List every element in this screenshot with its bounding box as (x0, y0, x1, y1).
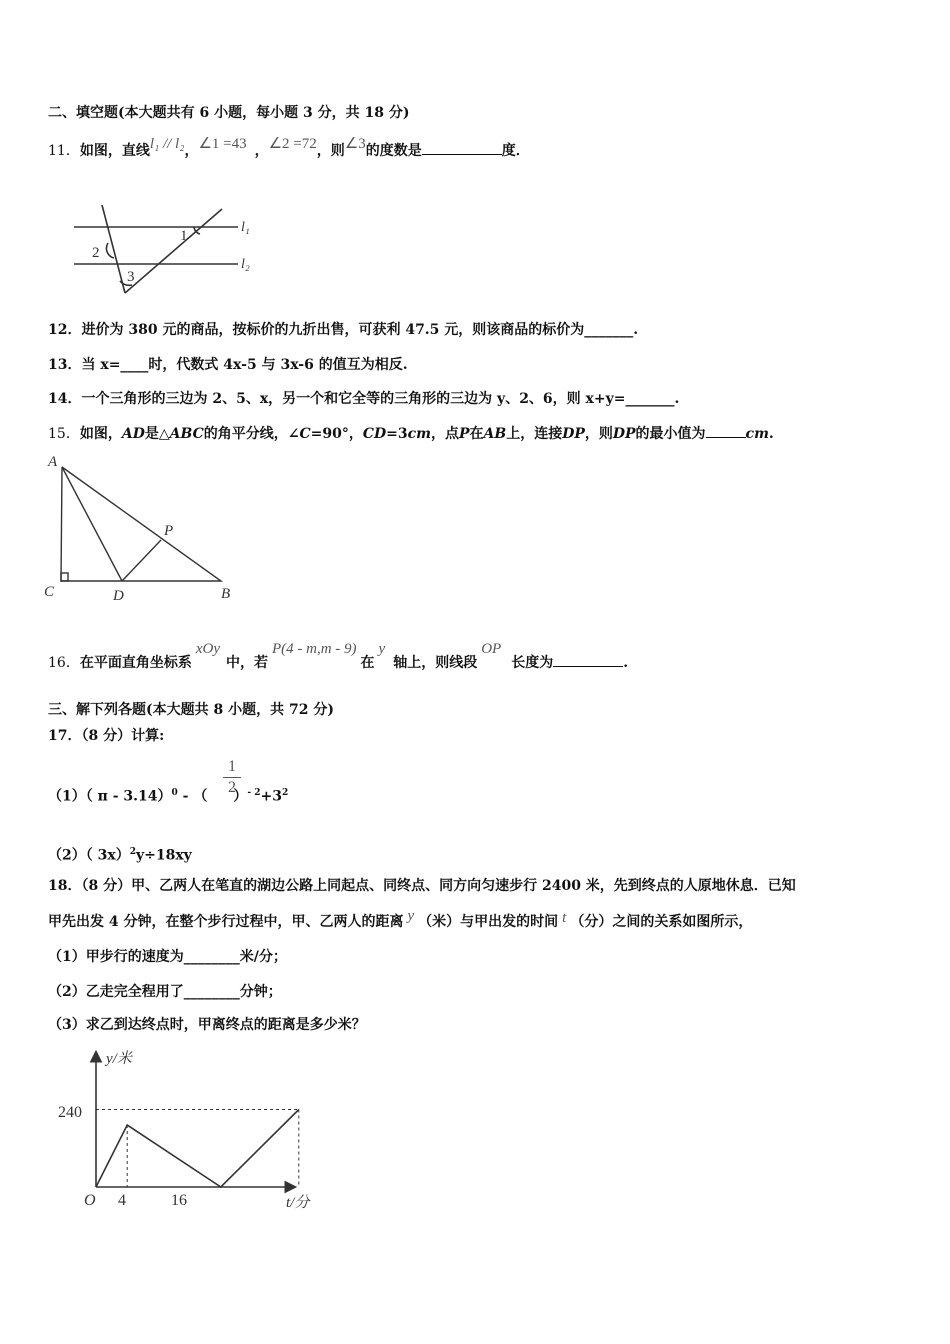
q15-text: . (768, 426, 774, 442)
q15-text: ，点 (430, 426, 459, 442)
q18-x-tick-4: 4 (118, 1192, 126, 1209)
q15-var-c: C (299, 426, 311, 442)
q15-text: ，则 (584, 426, 613, 442)
q18-y-tick-240: 240 (58, 1104, 82, 1121)
q15-text: 是△ (144, 426, 170, 442)
q16-text: 在 (360, 655, 375, 671)
q17-part1 (48, 783, 288, 807)
q15-var-ad: AD (121, 426, 145, 442)
q16-text: 长度为 (511, 655, 554, 671)
q17-p2-exp: 2 (129, 847, 136, 857)
q15-text: =90°， (310, 426, 363, 442)
q15-text: 的最小值为 (635, 426, 706, 442)
q15-answer-blank (706, 423, 746, 438)
q15-fig-label-d: D (113, 588, 124, 604)
q11-angle3-expr: ∠3 (344, 136, 366, 152)
q17-p1-text: - （ (177, 788, 208, 805)
question-18-line2 (48, 908, 753, 932)
q17-head-text: 17．（8 分）计算: (48, 728, 165, 744)
q11-text-2: ，则 (316, 143, 345, 159)
q18-origin-label: O (84, 1192, 96, 1209)
q16-point-expr: P(4 - m,m - 9) (271, 641, 357, 657)
q11-fig-l1-label: l₁ (241, 220, 250, 235)
q18-series-line (96, 1110, 299, 1188)
q16-answer-blank (553, 652, 623, 667)
question-15 (48, 423, 774, 444)
q15-text: 上，连接 (506, 426, 563, 442)
q16-op-expr: OP (481, 641, 502, 657)
q11-parallel-lines-figure (70, 195, 270, 300)
q18-t-expr: t (562, 910, 567, 926)
q16-number: 16． (48, 655, 80, 671)
question-12: 12．进价为 380 元的商品，按标价的九折出售，可获利 47.5 元，则该商品的标价为_______. (48, 322, 639, 338)
q18-text: （分）之间的关系如图所示， (570, 914, 753, 930)
q17-p1-exp-neg2: - 2 (247, 788, 261, 798)
q18-sub2: （2）乙走完全程用了________分钟； (48, 984, 282, 1000)
q15-fig-label-a: A (48, 454, 58, 470)
q16-text: 轴上，则线段 (393, 655, 478, 671)
q11-fig-angle1-label: 1 (180, 228, 188, 244)
q17-p1-exp2: 2 (281, 788, 289, 798)
question-11 (48, 136, 530, 161)
q18-text: （米）与甲出发的时间 (418, 914, 559, 930)
q11-answer-blank (422, 140, 502, 155)
q15-var-dp: DP (612, 426, 636, 442)
question-14: 14．一个三角形的三边为 2、5、x，另一个和它全等的三角形的三边为 y、2、6，则 x+y=_______. (48, 391, 680, 407)
q11-number: 11． (48, 143, 80, 159)
q15-text: =3 (386, 426, 408, 442)
q15-var-p: P (458, 426, 470, 442)
q18-y-expr: y (407, 908, 415, 924)
q18-sub3: （3）求乙到达终点时，甲离终点的距离是多少米？ (48, 1017, 366, 1033)
q18-text: 甲先出发 4 分钟，在整个步行过程中，甲、乙两人的距离 (48, 914, 404, 930)
section2-title: 二、填空题(本大题共有 6 小题，每小题 3 分，共 18 分) (48, 105, 410, 121)
q17-p1-exp0: 0 (171, 788, 178, 798)
q17-p1-text: +3 (260, 788, 282, 805)
question-13: 13．当 x=____时，代数式 4x-5 与 3x-6 的值互为相反. (48, 357, 408, 373)
q15-text: 的角平分线，∠ (203, 426, 300, 442)
q17-p1-text: ） (233, 788, 248, 805)
q18-x-tick-16: 16 (171, 1192, 187, 1209)
q17-p1-text: （1）（ π - 3.14） (48, 788, 172, 805)
q11-text-4: 度． (501, 143, 530, 159)
q16-text: 在平面直角坐标系 (79, 655, 192, 671)
q18-distance-time-graph (50, 1045, 340, 1215)
q11-angle1-expr: ∠1 =43 (198, 136, 247, 152)
q15-unit-cm: cm (745, 426, 769, 442)
q18-sub1: （1）甲步行的速度为________米/分； (48, 949, 287, 965)
q15-triangle-figure (40, 450, 250, 610)
q16-y-expr: y (378, 641, 386, 657)
q11-parallel-expr: l₁ // l₂ (149, 136, 185, 152)
q16-xoy-expr: xOy (195, 641, 220, 657)
q18-y-axis-label: y/米 (106, 1051, 132, 1067)
q15-var-abc: ABC (169, 426, 204, 442)
q17-p2-text: y÷18xy (135, 847, 192, 864)
q17-fraction (220, 757, 244, 798)
q15-number: 15． (48, 426, 80, 442)
q11-text-3: 的度数是 (365, 143, 422, 159)
q15-unit-cm: cm (407, 426, 431, 442)
question-17-heading (48, 726, 164, 746)
question-16 (48, 641, 629, 673)
q16-text: 中，若 (225, 655, 268, 671)
q16-text: . (623, 655, 629, 671)
q11-comma-2: ， (254, 143, 269, 159)
q17-fraction-denominator: 2 (228, 779, 236, 796)
q15-fig-label-c: C (44, 584, 55, 600)
q11-fig-l2-label: l₂ (241, 257, 250, 272)
section3-title: 三、解下列各题(本大题共 8 小题，共 72 分) (48, 702, 334, 718)
q15-text: 在 (469, 426, 484, 442)
q11-fig-angle3-label: 3 (127, 269, 135, 285)
q17-part2 (48, 842, 192, 866)
q15-var-dp: DP (562, 426, 585, 442)
q17-fraction-numerator: 1 (228, 758, 236, 775)
q15-fig-label-p: P (164, 523, 174, 539)
q15-text: 如图， (79, 426, 122, 442)
q15-var-cd: CD (362, 426, 387, 442)
q15-var-ab: AB (483, 426, 507, 442)
question-18-line1: 18．（8 分）甲、乙两人在笔直的湖边公路上同起点、同终点、同方向匀速步行 2400 米，先到终点的人原地休息．已知 (48, 878, 796, 894)
q11-fig-angle2-label: 2 (92, 245, 100, 261)
q15-fig-label-b: B (221, 586, 231, 602)
q11-comma-1: ， (184, 143, 199, 159)
q11-angle2-expr: ∠2 =72 (268, 136, 317, 152)
q11-text-1: 如图，直线 (79, 143, 150, 159)
q18-x-axis-label: t/分 (286, 1195, 310, 1211)
q17-p2-text: （2）（ 3x） (48, 847, 130, 864)
